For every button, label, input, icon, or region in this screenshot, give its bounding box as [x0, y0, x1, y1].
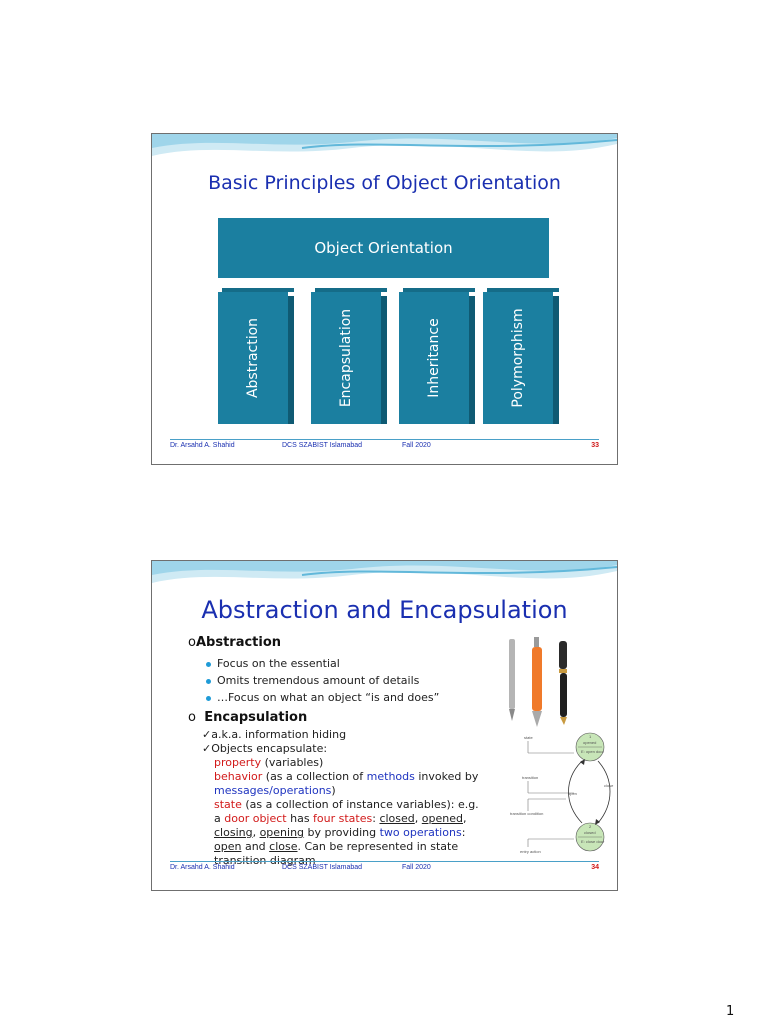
footer-term: Fall 2020 — [402, 864, 431, 871]
list-item: …Focus on what an object “is and does” — [206, 691, 439, 704]
state-closed-action: E: close door — [581, 839, 605, 844]
bullet-dot-icon — [206, 662, 211, 667]
footer-author: Dr. Arsahd A. Shahid — [170, 864, 235, 871]
silver-pen-icon — [509, 639, 515, 721]
label-transition: transition — [522, 775, 539, 780]
bullet-dot-icon — [206, 696, 211, 701]
state-closed-name: closed — [584, 830, 596, 835]
list-item: Omits tremendous amount of details — [206, 674, 419, 687]
encap-line-open-close: open and close. Can be represented in state — [214, 840, 459, 853]
encap-line-closing: closing, opening by providing two operations: — [214, 826, 466, 839]
footer-dept: DCS SZABIST Islamabad — [282, 442, 363, 449]
abstraction-heading-row — [188, 635, 281, 650]
encap-line-messages: messages/operations) — [214, 784, 336, 797]
check-item: ✓a.k.a. information hiding — [202, 728, 347, 741]
state-opened-name: opened — [583, 740, 597, 745]
label-state: state — [524, 735, 533, 740]
pens-image — [504, 637, 576, 729]
orange-pen-icon — [532, 637, 542, 727]
footer-term: Fall 2020 — [402, 442, 431, 449]
label-entry-action: entry action — [520, 849, 541, 854]
slide-34 — [151, 560, 618, 891]
footer-slide-number: 34 — [591, 864, 599, 871]
bullet-dot-icon — [206, 679, 211, 684]
state-opened-number: 1 — [589, 734, 592, 739]
slide-footer — [170, 861, 599, 876]
abstraction-heading: Abstraction — [195, 635, 282, 650]
pillar-label: Abstraction — [245, 317, 261, 399]
slide-footer — [170, 439, 599, 454]
encap-line-diagram: transition diagram — [214, 854, 316, 867]
state-closed-number: 2 — [589, 824, 592, 829]
check-item: ✓Objects encapsulate: — [202, 742, 328, 755]
encapsulation-heading-row — [188, 710, 307, 725]
footer-slide-number: 33 — [591, 442, 599, 449]
circle-bullet-icon: o — [188, 635, 196, 650]
page-number: 1 — [726, 1004, 735, 1019]
footer-dept: DCS SZABIST Islamabad — [282, 864, 363, 871]
encap-line-behavior: behavior (as a collection of methods invoked by — [214, 770, 479, 783]
checkmark-icon: ✓ — [202, 742, 212, 755]
black-pen-icon — [559, 641, 567, 725]
slide-title: Basic Principles of Object Orientation — [208, 172, 561, 194]
label-close: close — [604, 783, 614, 788]
encap-line-door: a door object has four states: closed, opened, — [214, 812, 467, 825]
footer-author: Dr. Arsahd A. Shahid — [170, 442, 235, 449]
slide-33 — [151, 133, 618, 465]
transition-close-arrow — [598, 761, 610, 823]
checkmark-icon: ✓ — [202, 728, 212, 741]
encapsulation-heading: Encapsulation — [204, 710, 308, 725]
slide-title: Abstraction and Encapsulation — [201, 596, 568, 624]
encap-line-property: property (variables) — [214, 756, 324, 769]
list-item: Focus on the essential — [206, 657, 340, 670]
encap-line-state: state (as a collection of instance variables): e.g. — [214, 798, 479, 811]
pillar-label: Inheritance — [426, 318, 442, 398]
pillar-label: Encapsulation — [338, 308, 354, 408]
circle-bullet-icon: o — [188, 710, 196, 725]
state-transition-diagram — [504, 729, 614, 859]
label-transition-condition: transition condition — [510, 811, 544, 816]
label-open: open — [568, 791, 577, 796]
state-opened-action: E: open door — [581, 749, 604, 754]
pillar-label: Polymorphism — [510, 308, 526, 408]
object-orientation-banner: Object Orientation — [218, 218, 549, 278]
